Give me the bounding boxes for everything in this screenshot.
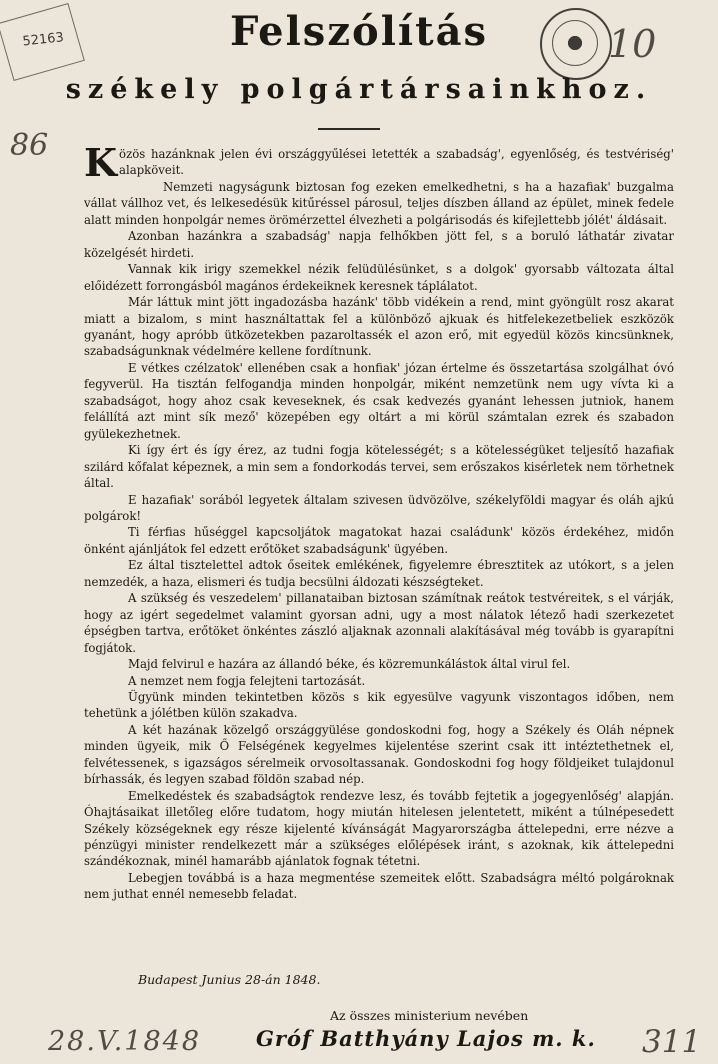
signature: Gróf Batthyány Lajos m. k.	[256, 1026, 596, 1051]
body-paragraph: A két hazának közelgő országgyülése gondoskodni fog, hogy a Székely és Oláh népnek minden ügyeik, mik Ő Felségének kegyelmes kijelentése szerint csak itt intéztethetnek el, felvétessenek, s igazságos sérelmeik orvosoltassanak. Gondoskodni fog hogy földjeiket tulajdonul bírhassák, és legyen szabad földön szabad nép.	[84, 722, 674, 787]
place-date: Budapest Junius 28-án 1848.	[138, 972, 321, 987]
handwritten-date: 28.V.1848	[48, 1026, 202, 1057]
body-paragraph: Vannak kik irigy szemekkel nézik felüdülésünket, s a dolgok' gyorsabb változata által előidézett forrongásból magános érdekeiknek keresnek táplálatot.	[84, 262, 674, 293]
archive-stamp-number: 52163	[21, 30, 65, 50]
handwritten-number-top: 10	[608, 22, 657, 66]
body-paragraph: A nemzet nem fogja felejteni tartozását.	[128, 673, 366, 688]
body-paragraph: Ügyünk minden tekintetben közös s kik egyesülve vagyunk viszontagos időben, nem tehetünk a jólétben külön szakadva.	[84, 689, 674, 721]
body-paragraph: Lebegjen továbbá is a haza megmentése szemeitek előtt. Szabadságra méltó polgároknak nem juthat ennél nemesebb feladat.	[84, 870, 674, 902]
body-paragraph: Közös hazánknak jelen évi országgyűlései letették a szabadság', egyenlőség, és testvériség' alapköveit.	[84, 140, 674, 185]
body-paragraph: Emelkedéstek és szabadságtok rendezve lesz, és tovább fejtetik a jogegyenlőség' alapján. Óhajtásaikat illetőleg előre tudatom, hogy miután hitelesen jelentetett, miként a túlnépesedett Székely községeknek egy része kijelenté kívánságát Magyarországba áttelepedni, erre nézve a pénzügyi minister rendelkezett már a szükséges előlépések iránt, s azoknak, kik áttelepedni szándékoznak, minél hamarább ajánlatok fognak tétetni.	[84, 788, 674, 869]
body-paragraph: Azonban hazánkra a szabadság' napja felhőkben jött fel, s a boruló láthatár zivatar közelgését hirdeti.	[84, 229, 674, 260]
ministry-line: Az összes ministerium nevében	[330, 1008, 529, 1023]
body-paragraph: Ki így ért és így érez, az tudni fogja kötelességét; s a kötelességüket teljesítő hazafiak szilárd kőfalat képeznek, a min sem a fondorkodás tervei, sem erőszakos kisérletek nem törhetnek által.	[84, 443, 674, 491]
body-paragraph: E vétkes czélzatok' ellenében csak a honfiak' józan értelme és összetartása szolgálhat óvó fegyverül. Ha tisztán felfogandja minden honpolgár, miként nemzetünk nem ugy vívta ki a szabadságot, hogy ahoz csak keveseknek, és csak kedvezés gyanánt lehessen jutniok, hanem felállítá azt mint sík mező' közepében egy oltárt a mi körül számtalan ezrek és szabadon gyülekezhetnek.	[84, 360, 674, 441]
document-subtitle: székely polgártársainkhoz.	[65, 74, 653, 105]
title-divider	[318, 128, 380, 130]
document-body	[84, 140, 674, 903]
handwritten-number-bottom: 311	[642, 1024, 702, 1060]
body-paragraph: Ti férfias hűséggel kapcsoljátok magatokat hazai családunk' közös érdekéhez, midőn önként ajánljátok fel edzett erőtöket szabadságunk' ügyében.	[84, 525, 674, 556]
body-paragraph: Ez által tisztelettel adtok őseitek emlékének, figyelemre ébresztitek az utókort, s a jelen nemzedék, a haza, elismeri és tudja becsülni áldozati készségteket.	[84, 558, 674, 589]
body-paragraph: Már láttuk mint jött ingadozásba hazánk' több vidékein a rend, mint gyöngült rosz akarat miatt a bizalom, s mint használtattak fel a különböző ajkuak és hitfelekezetbeliek eszközök gyanánt, hogy apróbb ütközetekben pazaroltassék el azon erő, mit egyedül közös kincsünknek, szabadságunknak védelmére kellene fordítnunk.	[84, 295, 674, 359]
document-title: Felszólítás	[229, 8, 489, 55]
body-paragraph: A szükség és veszedelem' pillanataiban biztosan számítnak reátok testvéreitek, s el várják, hogy az igért segedelmet valamint gyorsan adni, ugy a most nálatok létező hadi szerkezetet épségben tartva, erőtöket önkéntes zászló aljaknak azonnali alakításával még tovább is gyarapítni fogjátok.	[84, 591, 674, 655]
body-paragraph: E hazafiak' sorából legyetek általam szivesen üdvözölve, székelyföldi magyar és oláh ajkú polgárok!	[84, 492, 674, 523]
body-paragraph: Nemzeti nagyságunk biztosan fog ezeken emelkedhetni, s ha a hazafiak' buzgalma vállat vállhoz vet, és lelkesedésük kitűréssel párosul, teljes díszben álland az épület, minek fedele alatt minden honpolgár nemes örömérzettel élvezheti a polgárisodás és kifejlettebb jólét' áldásait.	[84, 179, 674, 227]
handwritten-number-margin: 86	[10, 128, 49, 163]
drop-cap: K	[84, 140, 118, 185]
body-paragraph: Majd felvirul e hazára az állandó béke, és közremunkálástok által virul fel.	[128, 657, 571, 672]
